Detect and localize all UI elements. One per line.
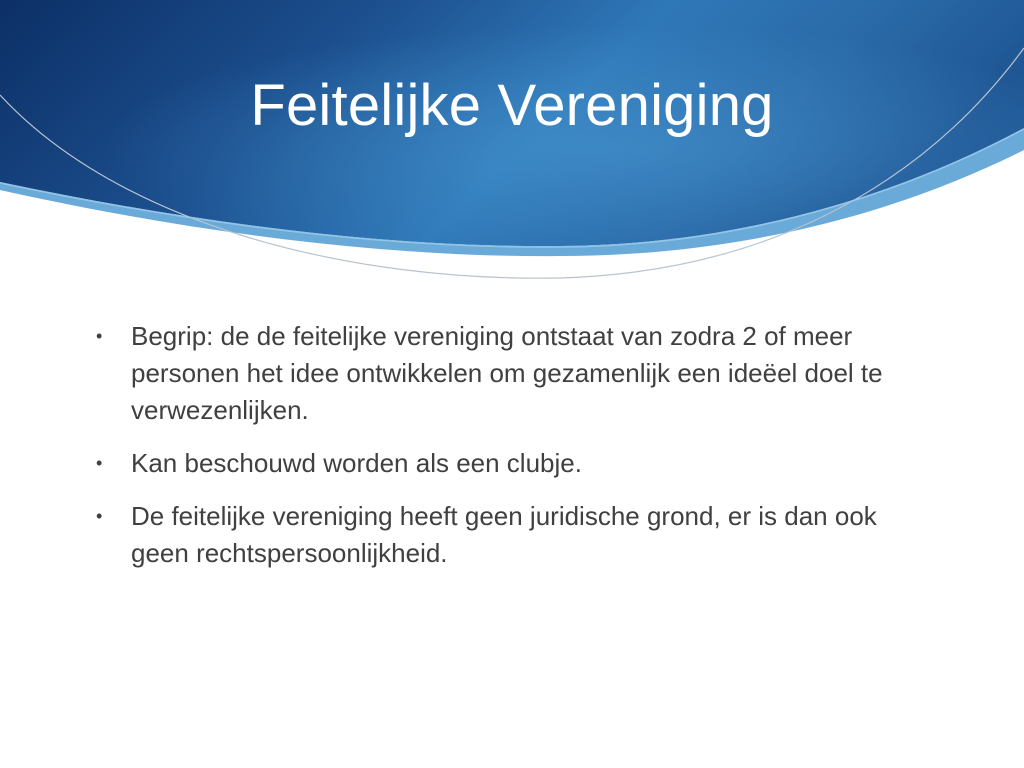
bullet-item-club: • Kan beschouwd worden als een clubje. [90,445,930,482]
header-wave-background [0,0,1024,300]
bullet-item-legal-status: • De feitelijke vereniging heeft geen juridische grond, er is dan ook geen rechtspersoonlijkheid. [90,498,930,572]
bullet-item-definition: • Begrip: de de feitelijke vereniging ontstaat van zodra 2 of meer personen het idee ontwikkelen om gezamenlijk een ideëel doel te verwezenlijken. [90,318,930,429]
slide-title: Feitelijke Vereniging [250,73,774,138]
bullet-list [90,318,930,588]
